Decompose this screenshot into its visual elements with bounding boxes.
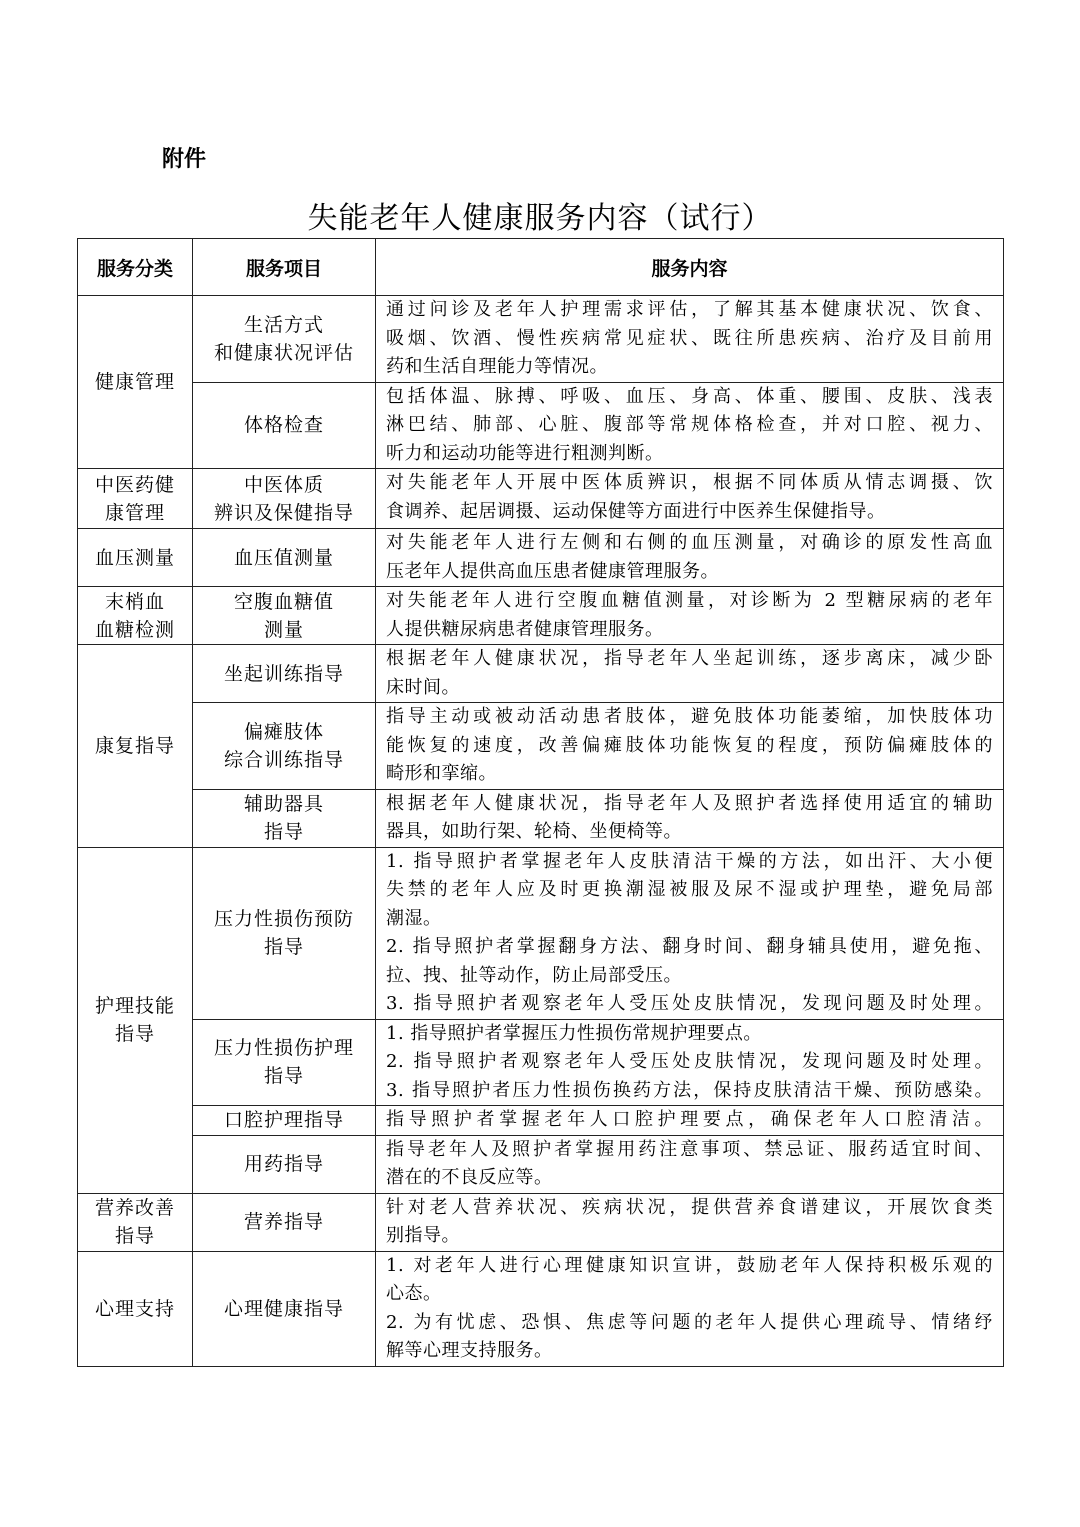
item-line: 指导 bbox=[263, 821, 304, 843]
content-cell bbox=[376, 469, 1004, 529]
item-cell bbox=[193, 847, 376, 1019]
content-line: 淋巴结、肺部、心脏、腹部等常规体格检查，并对口腔、视力、 bbox=[386, 414, 993, 435]
item-line: 营养指导 bbox=[243, 1211, 324, 1233]
content-cell bbox=[376, 1251, 1004, 1366]
table-row bbox=[78, 1193, 1004, 1251]
table-row bbox=[78, 1251, 1004, 1366]
content-line: 根据老年人健康状况，指导老年人及照护者选择使用适宜的辅助 bbox=[386, 792, 993, 814]
table-row bbox=[78, 1106, 1004, 1136]
item-cell bbox=[193, 703, 376, 790]
content-line: 潮湿。 bbox=[386, 907, 442, 929]
table-row bbox=[78, 296, 1004, 383]
content-line: 1. 指导照护者掌握老年人皮肤清洁干燥的方法，如出汗、大小便 bbox=[386, 850, 993, 872]
content-line: 人提供糖尿病患者健康管理服务。 bbox=[386, 618, 664, 640]
content-cell bbox=[376, 645, 1004, 703]
content-line: 对失能老年人进行空腹血糖值测量，对诊断为 2 型糖尿病的老年 bbox=[386, 590, 993, 611]
content-line: 压老年人提供高血压患者健康管理服务。 bbox=[386, 560, 719, 582]
content-cell bbox=[376, 529, 1004, 587]
content-line: 药和生活自理能力等情况。 bbox=[386, 356, 608, 377]
table-row bbox=[78, 703, 1004, 790]
category-line: 护理技能 bbox=[94, 995, 175, 1017]
item-line: 体格检查 bbox=[243, 414, 324, 437]
table-row bbox=[78, 847, 1004, 1019]
item-line: 坐起训练指导 bbox=[223, 662, 344, 685]
item-line: 心理健康指导 bbox=[223, 1297, 344, 1320]
table-header-row bbox=[78, 239, 1004, 296]
content-line: 对失能老年人开展中医体质辨识，根据不同体质从情志调摄、饮 bbox=[386, 472, 993, 493]
category-cell bbox=[78, 847, 193, 1193]
category-line: 健康管理 bbox=[94, 371, 175, 393]
item-cell bbox=[193, 1019, 376, 1106]
content-cell bbox=[376, 1106, 1004, 1136]
item-cell bbox=[193, 296, 376, 383]
content-line: 通过问诊及老年人护理需求评估，了解其基本健康状况、饮食、 bbox=[386, 299, 993, 320]
item-cell bbox=[193, 1251, 376, 1366]
category-line: 指导 bbox=[114, 1023, 155, 1045]
category-line: 康复指导 bbox=[94, 734, 175, 757]
content-line: 根据老年人健康状况，指导老年人坐起训练，逐步离床，减少卧 bbox=[386, 648, 993, 669]
content-line: 指导老年人及照护者掌握用药注意事项、禁忌证、服药适宜时间、 bbox=[386, 1138, 993, 1160]
table-row bbox=[78, 1019, 1004, 1106]
content-cell bbox=[376, 587, 1004, 645]
item-cell bbox=[193, 1106, 376, 1136]
item-line: 综合训练指导 bbox=[223, 748, 344, 771]
content-cell bbox=[376, 1193, 1004, 1251]
item-line: 空腹血糖值 bbox=[233, 590, 334, 613]
item-line: 偏瘫肢体 bbox=[243, 720, 324, 743]
item-line: 压力性损伤预防 bbox=[213, 908, 354, 930]
content-line: 3. 指导照护者压力性损伤换药方法，保持皮肤清洁干燥、预防感染。 bbox=[386, 1079, 993, 1101]
content-line: 畸形和挛缩。 bbox=[386, 763, 497, 784]
table-row bbox=[78, 1135, 1004, 1193]
content-line: 食调养、起居调摄、运动保健等方面进行中医养生保健指导。 bbox=[386, 500, 886, 522]
item-line: 用药指导 bbox=[243, 1153, 324, 1175]
content-cell bbox=[376, 296, 1004, 383]
content-cell bbox=[376, 703, 1004, 790]
service-table bbox=[77, 238, 1004, 1367]
header-category: 服务分类 bbox=[78, 239, 193, 296]
category-line: 康管理 bbox=[104, 501, 165, 524]
item-cell bbox=[193, 587, 376, 645]
item-line: 和健康状况评估 bbox=[213, 341, 354, 364]
table-row bbox=[78, 529, 1004, 587]
content-line: 3. 指导照护者观察老年人受压处皮肤情况，发现问题及时处理。 bbox=[386, 993, 993, 1014]
category-line: 血压测量 bbox=[94, 546, 175, 569]
category-line: 指导 bbox=[114, 1225, 155, 1247]
content-line: 2. 指导照护者掌握翻身方法、翻身时间、翻身辅具使用，避免拖、 bbox=[386, 936, 993, 957]
table-row bbox=[78, 587, 1004, 645]
item-line: 指导 bbox=[263, 1065, 304, 1088]
category-cell bbox=[78, 469, 193, 529]
content-cell bbox=[376, 847, 1004, 1019]
item-line: 辅助器具 bbox=[243, 793, 324, 815]
category-cell bbox=[78, 645, 193, 848]
category-cell bbox=[78, 587, 193, 645]
header-item: 服务项目 bbox=[193, 239, 376, 296]
content-line: 1. 指导照护者掌握压力性损伤常规护理要点。 bbox=[386, 1022, 762, 1044]
item-line: 中医体质 bbox=[243, 473, 324, 496]
header-content: 服务内容 bbox=[376, 239, 1004, 296]
content-line: 指导照护者掌握老年人口腔护理要点，确保老年人口腔清洁。 bbox=[386, 1109, 993, 1130]
content-line: 能恢复的速度，改善偏瘫肢体功能恢复的程度，预防偏瘫肢体的 bbox=[386, 734, 993, 756]
item-cell bbox=[193, 469, 376, 529]
category-cell bbox=[78, 1251, 193, 1366]
category-line: 中医药健 bbox=[94, 473, 175, 496]
content-line: 解等心理支持服务。 bbox=[386, 1340, 553, 1361]
content-cell bbox=[376, 382, 1004, 469]
attachment-label: 附件 bbox=[162, 147, 207, 172]
content-line: 拉、拽、扯等动作，防止局部受压。 bbox=[386, 964, 682, 986]
content-line: 听力和运动功能等进行粗测判断。 bbox=[386, 442, 664, 464]
category-line: 末梢血 bbox=[104, 590, 165, 613]
item-cell bbox=[193, 1193, 376, 1251]
item-cell bbox=[193, 645, 376, 703]
content-line: 失禁的老年人应及时更换潮湿被服及尿不湿或护理垫，避免局部 bbox=[386, 879, 993, 900]
table-row bbox=[78, 645, 1004, 703]
content-line: 器具，如助行架、轮椅、坐便椅等。 bbox=[386, 821, 682, 842]
category-cell bbox=[78, 296, 193, 469]
item-line: 生活方式 bbox=[243, 313, 324, 336]
content-line: 别指导。 bbox=[386, 1225, 460, 1246]
category-cell bbox=[78, 529, 193, 587]
item-line: 辨识及保健指导 bbox=[213, 501, 354, 524]
content-line: 包括体温、脉搏、呼吸、血压、身高、体重、腰围、皮肤、浅表 bbox=[386, 385, 993, 407]
item-line: 血压值测量 bbox=[233, 546, 334, 569]
content-cell bbox=[376, 1135, 1004, 1193]
item-cell bbox=[193, 529, 376, 587]
content-line: 吸烟、饮酒、慢性疾病常见症状、既往所患疾病、治疗及目前用 bbox=[386, 327, 993, 349]
document-title: 失能老年人健康服务内容（试行） bbox=[307, 201, 773, 236]
item-cell bbox=[193, 789, 376, 847]
category-line: 心理支持 bbox=[94, 1297, 175, 1320]
content-line: 心态。 bbox=[386, 1283, 442, 1304]
content-line: 指导主动或被动活动患者肢体，避免肢体功能萎缩，加快肢体功 bbox=[386, 706, 993, 727]
item-cell bbox=[193, 382, 376, 469]
content-cell bbox=[376, 789, 1004, 847]
content-line: 1. 对老年人进行心理健康知识宣讲，鼓励老年人保持积极乐观的 bbox=[386, 1254, 993, 1276]
content-line: 床时间。 bbox=[386, 676, 460, 698]
table-row bbox=[78, 382, 1004, 469]
content-line: 2. 为有忧虑、恐惧、焦虑等问题的老年人提供心理疏导、情绪纾 bbox=[386, 1311, 993, 1333]
category-line: 营养改善 bbox=[94, 1197, 175, 1219]
table-row bbox=[78, 789, 1004, 847]
category-line: 血糖检测 bbox=[94, 618, 175, 641]
item-line: 测量 bbox=[263, 618, 304, 641]
content-cell bbox=[376, 1019, 1004, 1106]
item-line: 指导 bbox=[263, 936, 304, 958]
item-line: 口腔护理指导 bbox=[223, 1109, 344, 1132]
content-line: 潜在的不良反应等。 bbox=[386, 1167, 553, 1188]
category-cell bbox=[78, 1193, 193, 1251]
item-line: 压力性损伤护理 bbox=[213, 1037, 354, 1060]
item-cell bbox=[193, 1135, 376, 1193]
content-line: 2. 指导照护者观察老年人受压处皮肤情况，发现问题及时处理。 bbox=[386, 1051, 993, 1072]
content-line: 对失能老年人进行左侧和右侧的血压测量，对确诊的原发性高血 bbox=[386, 532, 993, 553]
table-row bbox=[78, 469, 1004, 529]
content-line: 针对老人营养状况、疾病状况，提供营养食谱建议，开展饮食类 bbox=[386, 1196, 993, 1218]
